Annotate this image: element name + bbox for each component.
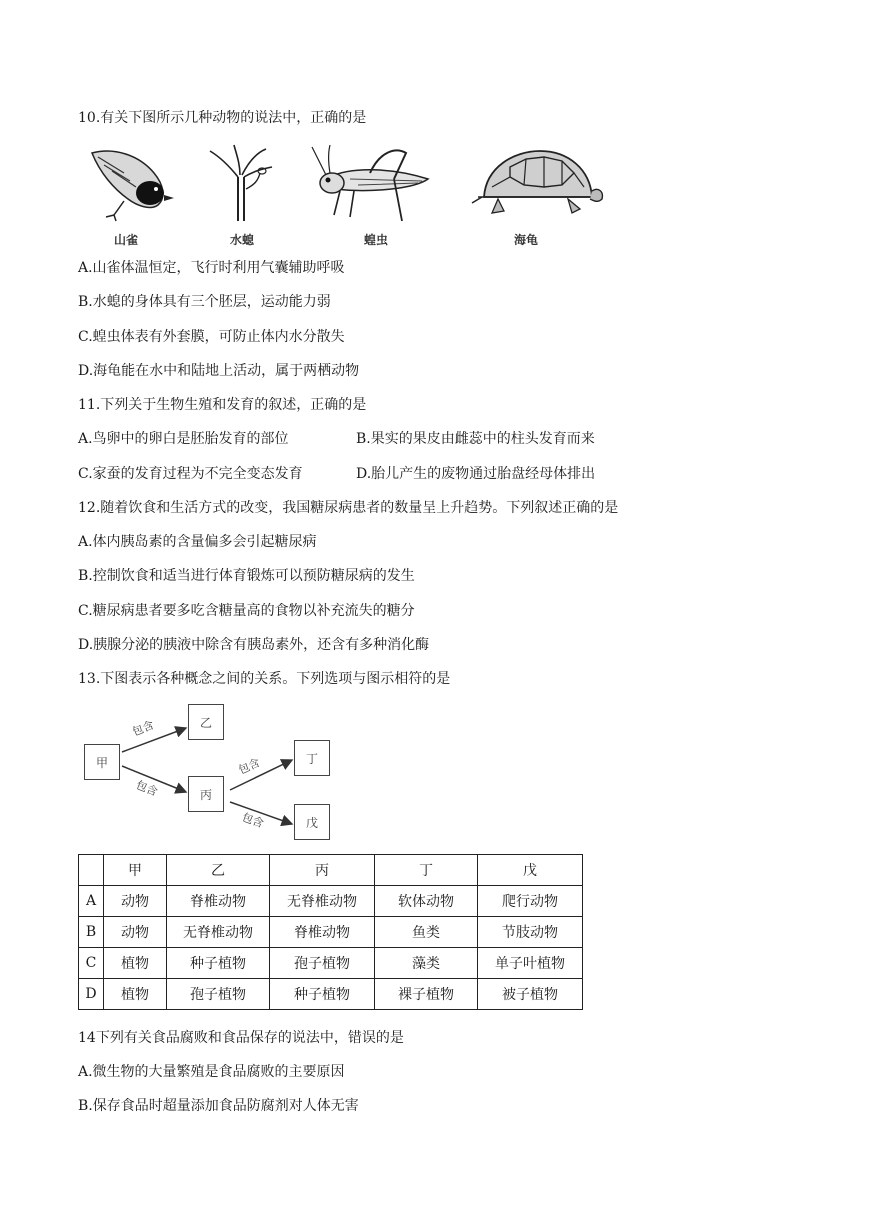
q12-option-c: C.糖尿病患者要多吃含糖量高的食物以补充流失的糖分 xyxy=(78,603,415,619)
node-yi: 乙 xyxy=(188,704,224,740)
q12-option-a: A.体内胰岛素的含量偏多会引起糖尿病 xyxy=(78,534,317,550)
table-cell: 种子植物 xyxy=(167,948,270,979)
table-header: 丙 xyxy=(270,855,375,886)
table-cell: A xyxy=(79,886,104,917)
q10-option-a: A.山雀体温恒定，飞行时利用气囊辅助呼吸 xyxy=(78,260,345,276)
edge-label-jia-yi: 包含 xyxy=(130,718,156,739)
table-cell: 无脊椎动物 xyxy=(167,917,270,948)
table-cell: 孢子植物 xyxy=(270,948,375,979)
q14-option-b: B.保存食品时超量添加食品防腐剂对人体无害 xyxy=(78,1098,359,1114)
q12-option-b: B.控制饮食和适当进行体育锻炼可以预防糖尿病的发生 xyxy=(78,568,415,584)
edge-label-bing-wu: 包含 xyxy=(240,810,266,831)
q13-stem: 13.下图表示各种概念之间的关系。下列选项与图示相符的是 xyxy=(78,671,451,687)
q10-option-c: C.蝗虫体表有外套膜，可防止体内水分散失 xyxy=(78,329,345,345)
table-cell: D xyxy=(79,979,104,1010)
table-cell: B xyxy=(79,917,104,948)
node-bing: 丙 xyxy=(188,776,224,812)
table-cell: 动物 xyxy=(104,886,167,917)
table-cell: 脊椎动物 xyxy=(270,917,375,948)
table-cell: 种子植物 xyxy=(270,979,375,1010)
table-header: 戊 xyxy=(478,855,583,886)
q10-option-b: B.水螅的身体具有三个胚层，运动能力弱 xyxy=(78,294,331,310)
table-cell: 植物 xyxy=(104,979,167,1010)
q10-option-d: D.海龟能在水中和陆地上活动，属于两栖动物 xyxy=(78,363,360,379)
table-cell: 软体动物 xyxy=(375,886,478,917)
table-row xyxy=(79,948,583,979)
q14-option-a: A.微生物的大量繁殖是食品腐败的主要原因 xyxy=(78,1064,345,1080)
q11-option-d: D.胎儿产生的废物通过胎盘经母体排出 xyxy=(356,466,596,482)
q10-stem: 10.有关下图所示几种动物的说法中，正确的是 xyxy=(78,110,367,126)
concept-table xyxy=(78,854,583,1010)
table-header: 乙 xyxy=(167,855,270,886)
edge-label-jia-bing: 包含 xyxy=(134,778,160,799)
animal-label-hydra: 水螅 xyxy=(230,233,255,247)
animal-label-turtle: 海龟 xyxy=(514,233,539,247)
table-cell: 鱼类 xyxy=(375,917,478,948)
table-header-row xyxy=(79,855,583,886)
node-ding: 丁 xyxy=(294,740,330,776)
table-cell: 动物 xyxy=(104,917,167,948)
table-row xyxy=(79,886,583,917)
bird-icon xyxy=(84,143,176,227)
q14-stem: 14下列有关食品腐败和食品保存的说法中，错误的是 xyxy=(78,1030,404,1046)
table-cell: 脊椎动物 xyxy=(167,886,270,917)
node-wu: 戊 xyxy=(294,804,330,840)
hydra-icon xyxy=(200,143,280,227)
turtle-icon xyxy=(470,143,604,229)
table-cell: 植物 xyxy=(104,948,167,979)
q11-stem: 11.下列关于生物生殖和发育的叙述，正确的是 xyxy=(78,397,367,413)
edge-label-bing-ding: 包含 xyxy=(236,756,262,777)
locust-icon xyxy=(310,143,438,229)
table-header xyxy=(79,855,104,886)
table-cell: 孢子植物 xyxy=(167,979,270,1010)
animal-label-locust: 蝗虫 xyxy=(364,233,389,247)
table-cell: 节肢动物 xyxy=(478,917,583,948)
table-header: 丁 xyxy=(375,855,478,886)
table-row xyxy=(79,979,583,1010)
q11-option-b: B.果实的果皮由雌蕊中的柱头发育而来 xyxy=(356,431,595,447)
table-row xyxy=(79,917,583,948)
node-jia: 甲 xyxy=(84,744,120,780)
q12-option-d: D.胰腺分泌的胰液中除含有胰岛素外，还含有多种消化酶 xyxy=(78,637,430,653)
table-header: 甲 xyxy=(104,855,167,886)
concept-diagram xyxy=(78,700,348,850)
q11-option-c: C.家蚕的发育过程为不完全变态发育 xyxy=(78,466,303,482)
table-cell: 裸子植物 xyxy=(375,979,478,1010)
table-cell: 爬行动物 xyxy=(478,886,583,917)
q12-stem: 12.随着饮食和生活方式的改变，我国糖尿病患者的数量呈上升趋势。下列叙述正确的是 xyxy=(78,500,619,516)
animal-label-bird: 山雀 xyxy=(114,233,139,247)
q11-option-a: A.鸟卵中的卵白是胚胎发育的部位 xyxy=(78,431,289,447)
table-cell: 无脊椎动物 xyxy=(270,886,375,917)
table-cell: 藻类 xyxy=(375,948,478,979)
animal-figure xyxy=(78,143,608,253)
table-cell: 被子植物 xyxy=(478,979,583,1010)
table-cell: C xyxy=(79,948,104,979)
table-cell: 单子叶植物 xyxy=(478,948,583,979)
